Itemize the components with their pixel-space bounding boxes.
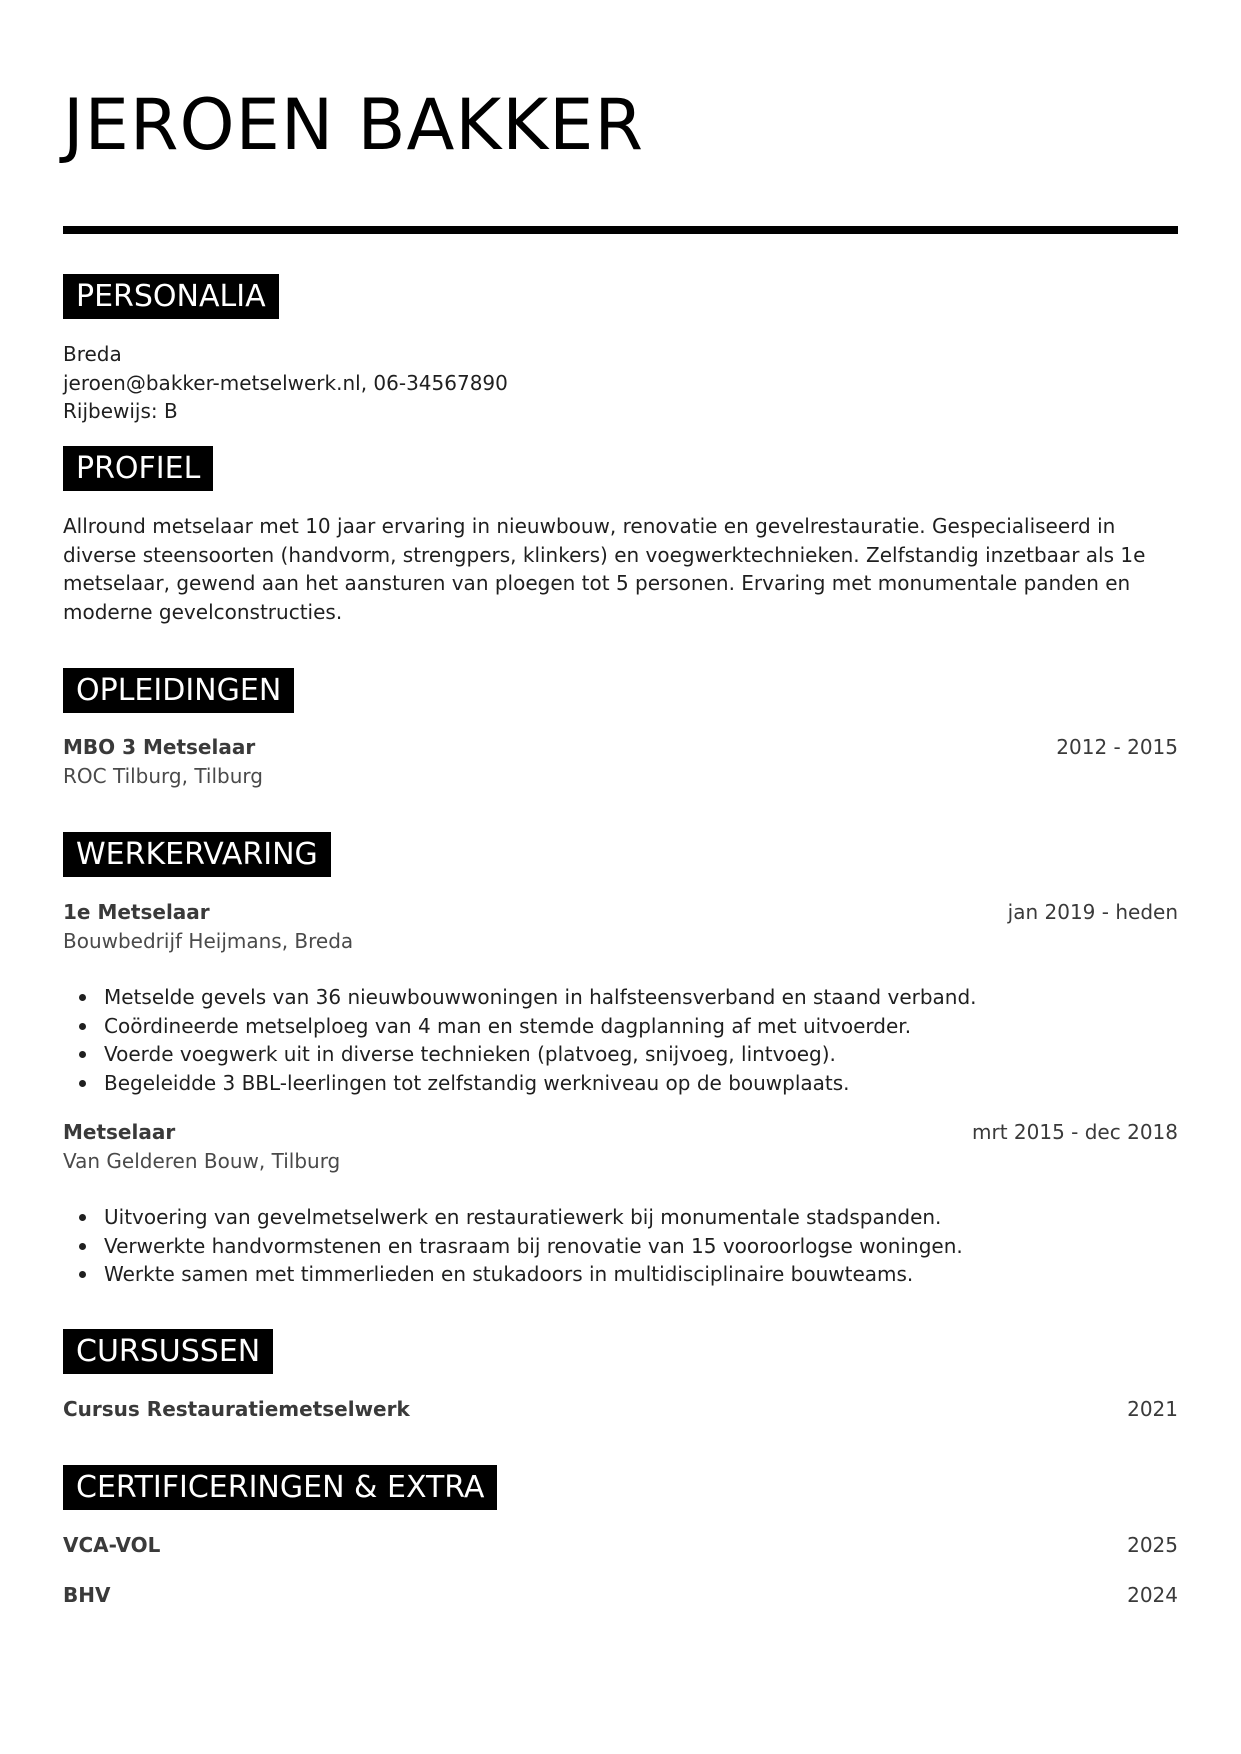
course-entry [63, 1395, 1178, 1424]
job-date: mrt 2015 - dec 2018 [972, 1120, 1178, 1144]
personalia-city: Breda [63, 342, 122, 366]
certificate-title: VCA-VOL [63, 1533, 161, 1557]
job-bullet: Verwerkte handvormstenen en trasraam bij renovatie van 15 vooroorlogse woningen. [104, 1232, 1178, 1261]
candidate-name: JEROEN BAKKER [63, 84, 645, 166]
section-title-profiel: PROFIEL [63, 446, 213, 491]
personalia-details [63, 340, 1178, 426]
job-bullet: Uitvoering van gevelmetselwerk en restauratiewerk bij monumentale stadspanden. [104, 1203, 1178, 1232]
job-date: jan 2019 - heden [1007, 900, 1178, 924]
personalia-contact: jeroen@bakker-metselwerk.nl, 06-34567890 [63, 370, 508, 395]
job-title: 1e Metselaar [63, 900, 210, 924]
certificate-title: BHV [63, 1583, 111, 1607]
job-bullet: Metselde gevels van 36 nieuwbouwwoningen in halfsteensverband en staand verband. [104, 983, 1178, 1012]
profiel-text [63, 512, 1178, 626]
section-title-certificeringen: CERTIFICERINGEN & EXTRA [63, 1465, 497, 1510]
section-title-personalia: PERSONALIA [63, 274, 279, 319]
job-bullet: Werkte samen met timmerlieden en stukadoors in multidisciplinaire bouwteams. [104, 1260, 1178, 1289]
job-entry [63, 1118, 1178, 1175]
header-divider [63, 226, 1178, 234]
job-bullets [63, 983, 1178, 1097]
profiel-line: Allround metselaar met 10 jaar ervaring in nieuwbouw, renovatie en gevelrestauratie. Gespecialiseerd in [63, 514, 1116, 538]
job-employer: Van Gelderen Bouw, Tilburg [63, 1148, 341, 1173]
job-bullet: Begeleidde 3 BBL-leerlingen tot zelfstandig werkniveau op de bouwplaats. [104, 1069, 1178, 1098]
certificate-date: 2025 [1127, 1533, 1178, 1557]
course-date: 2021 [1127, 1397, 1178, 1421]
education-entry [63, 733, 1178, 790]
section-title-werkervaring: WERKERVARING [63, 832, 331, 877]
section-title-cursussen: CURSUSSEN [63, 1329, 273, 1374]
education-title: MBO 3 Metselaar [63, 735, 256, 759]
profiel-line: diverse steensoorten (handvorm, strengpers, klinkers) en voegwerktechnieken. Zelfstandig inzetbaar als 1e [63, 542, 1146, 567]
certificate-entry [63, 1531, 1178, 1560]
certificate-date: 2024 [1127, 1583, 1178, 1607]
section-title-opleidingen: OPLEIDINGEN [63, 668, 294, 713]
education-date: 2012 - 2015 [1056, 735, 1178, 759]
job-bullet: Coördineerde metselploeg van 4 man en stemde dagplanning af met uitvoerder. [104, 1012, 1178, 1041]
job-entry [63, 898, 1178, 955]
certificate-entry [63, 1581, 1178, 1610]
job-title: Metselaar [63, 1120, 176, 1144]
job-employer: Bouwbedrijf Heijmans, Breda [63, 928, 354, 953]
course-title: Cursus Restauratiemetselwerk [63, 1397, 410, 1421]
education-institution: ROC Tilburg, Tilburg [63, 763, 263, 788]
job-bullets [63, 1203, 1178, 1289]
profiel-line: moderne gevelconstructies. [63, 599, 343, 624]
job-bullet: Voerde voegwerk uit in diverse technieken (platvoeg, snijvoeg, lintvoeg). [104, 1040, 1178, 1069]
personalia-license: Rijbewijs: B [63, 399, 178, 423]
profiel-line: metselaar, gewend aan het aansturen van ploegen tot 5 personen. Ervaring met monumentale panden en [63, 571, 1131, 595]
